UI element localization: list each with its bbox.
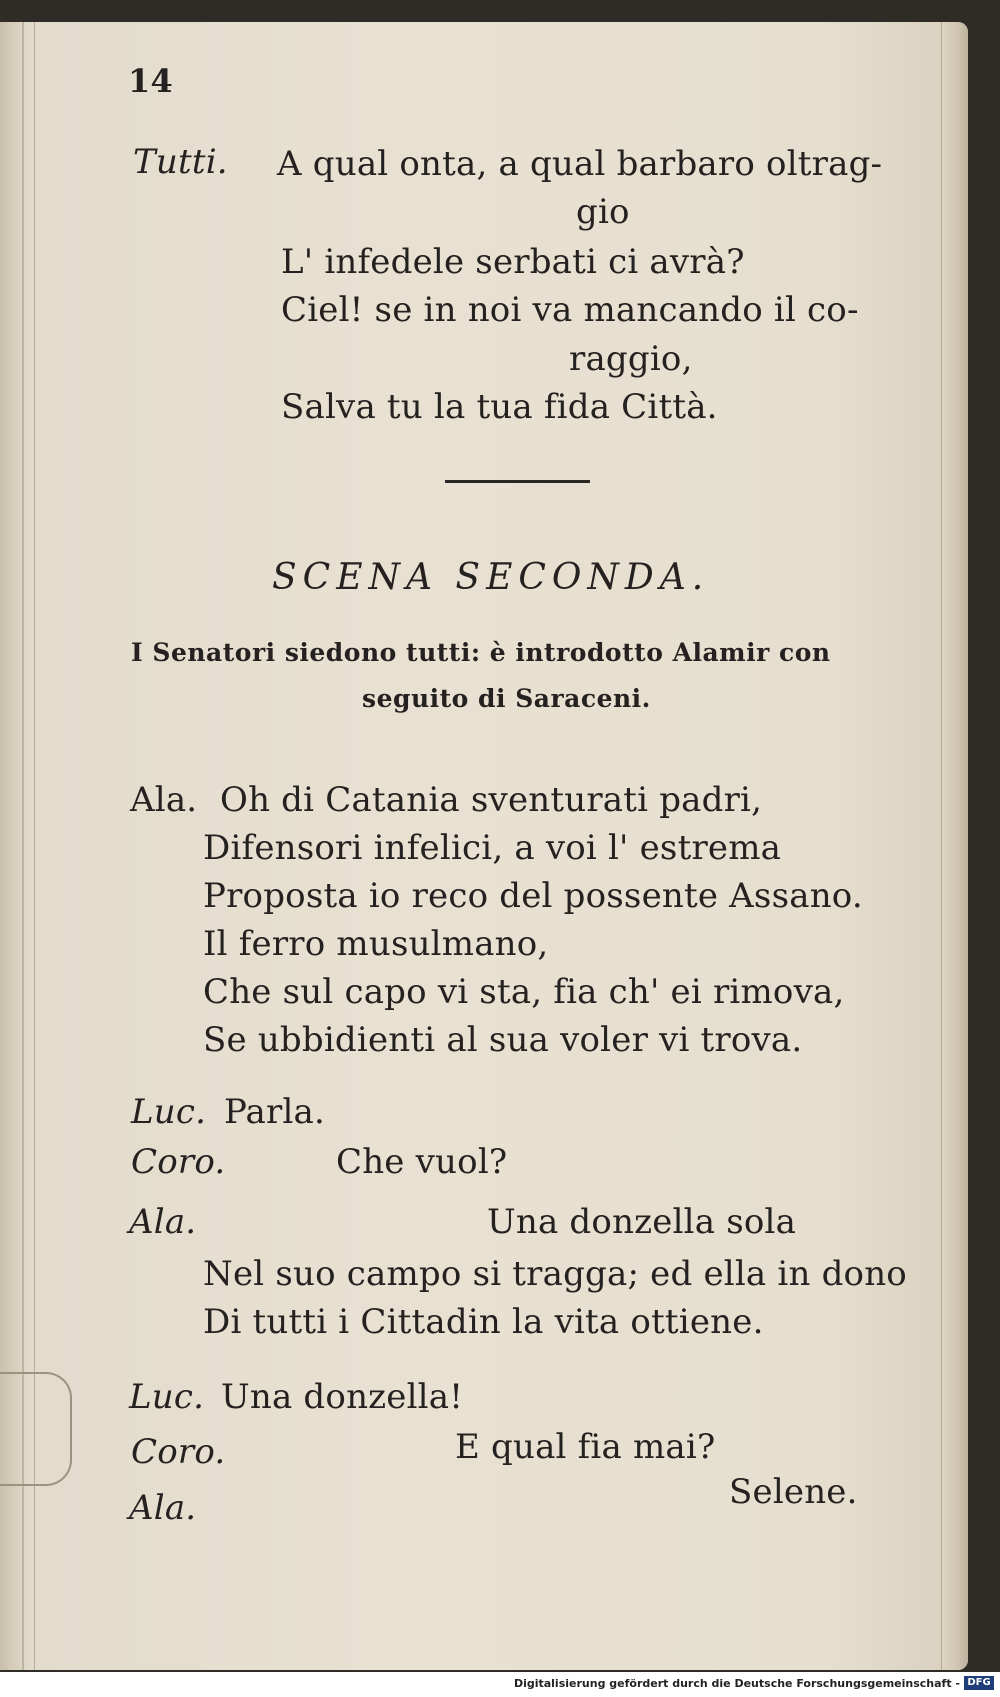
- verse-line: Se ubbidienti al sua voler vi trova.: [203, 1020, 803, 1060]
- verse-line: gio: [576, 192, 630, 232]
- verse-line: Proposta io reco del possente Assano.: [203, 876, 863, 916]
- verse-line: Oh di Catania sventurati padri,: [220, 780, 763, 820]
- page-edge: [941, 22, 968, 1670]
- dialogue-text: Una donzella!: [221, 1377, 464, 1417]
- dfg-logo: DFG: [964, 1676, 994, 1690]
- dialogue-text: Una donzella sola: [487, 1202, 797, 1242]
- stage-direction: I Senatori siedono tutti: è introdotto Alamir con: [131, 638, 831, 667]
- verse-line: Il ferro musulmano,: [203, 924, 549, 964]
- speaker-luc: Luc.: [129, 1377, 205, 1417]
- verse-line: L' infedele serbati ci avrà?: [281, 242, 745, 282]
- verse-line: Che sul capo vi sta, fia ch' ei rimova,: [203, 972, 845, 1012]
- verse-line: Salva tu la tua fida Città.: [281, 387, 718, 427]
- speaker-tutti: Tutti.: [133, 142, 228, 182]
- verse-line: Di tutti i Cittadin la vita ottiene.: [203, 1302, 764, 1342]
- page-number: 14: [128, 62, 173, 100]
- dialogue-text: E qual fia mai?: [455, 1427, 716, 1467]
- verse-line: A qual onta, a qual barbaro oltrag-: [277, 144, 883, 184]
- scene-title: SCENA SECONDA.: [272, 557, 710, 598]
- verse-line: Ciel! se in noi va mancando il co-: [281, 290, 859, 330]
- dialogue-text: Selene.: [729, 1472, 858, 1512]
- speaker-coro: Coro.: [131, 1142, 226, 1182]
- speaker-coro: Coro.: [131, 1432, 226, 1472]
- verse-line: Nel suo campo si tragga; ed ella in dono: [203, 1254, 907, 1294]
- speaker-ala: Ala.: [130, 780, 198, 820]
- section-rule: [445, 480, 590, 483]
- stage-direction: seguito di Saraceni.: [362, 684, 651, 713]
- speaker-ala: Ala.: [129, 1488, 197, 1528]
- book-page: [0, 22, 968, 1670]
- page-tab-outline: [0, 1372, 72, 1486]
- speaker-luc: Luc.: [131, 1092, 207, 1132]
- speaker-ala: Ala.: [129, 1202, 197, 1242]
- verse-line: raggio,: [569, 339, 693, 379]
- dialogue-text: Che vuol?: [336, 1142, 508, 1182]
- dialogue-text: Parla.: [224, 1092, 326, 1132]
- verse-line: Difensori infelici, a voi l' estrema: [203, 828, 782, 868]
- footer-credit: Digitalisierung gefördert durch die Deutsche Forschungsgemeinschaft -: [513, 1677, 960, 1690]
